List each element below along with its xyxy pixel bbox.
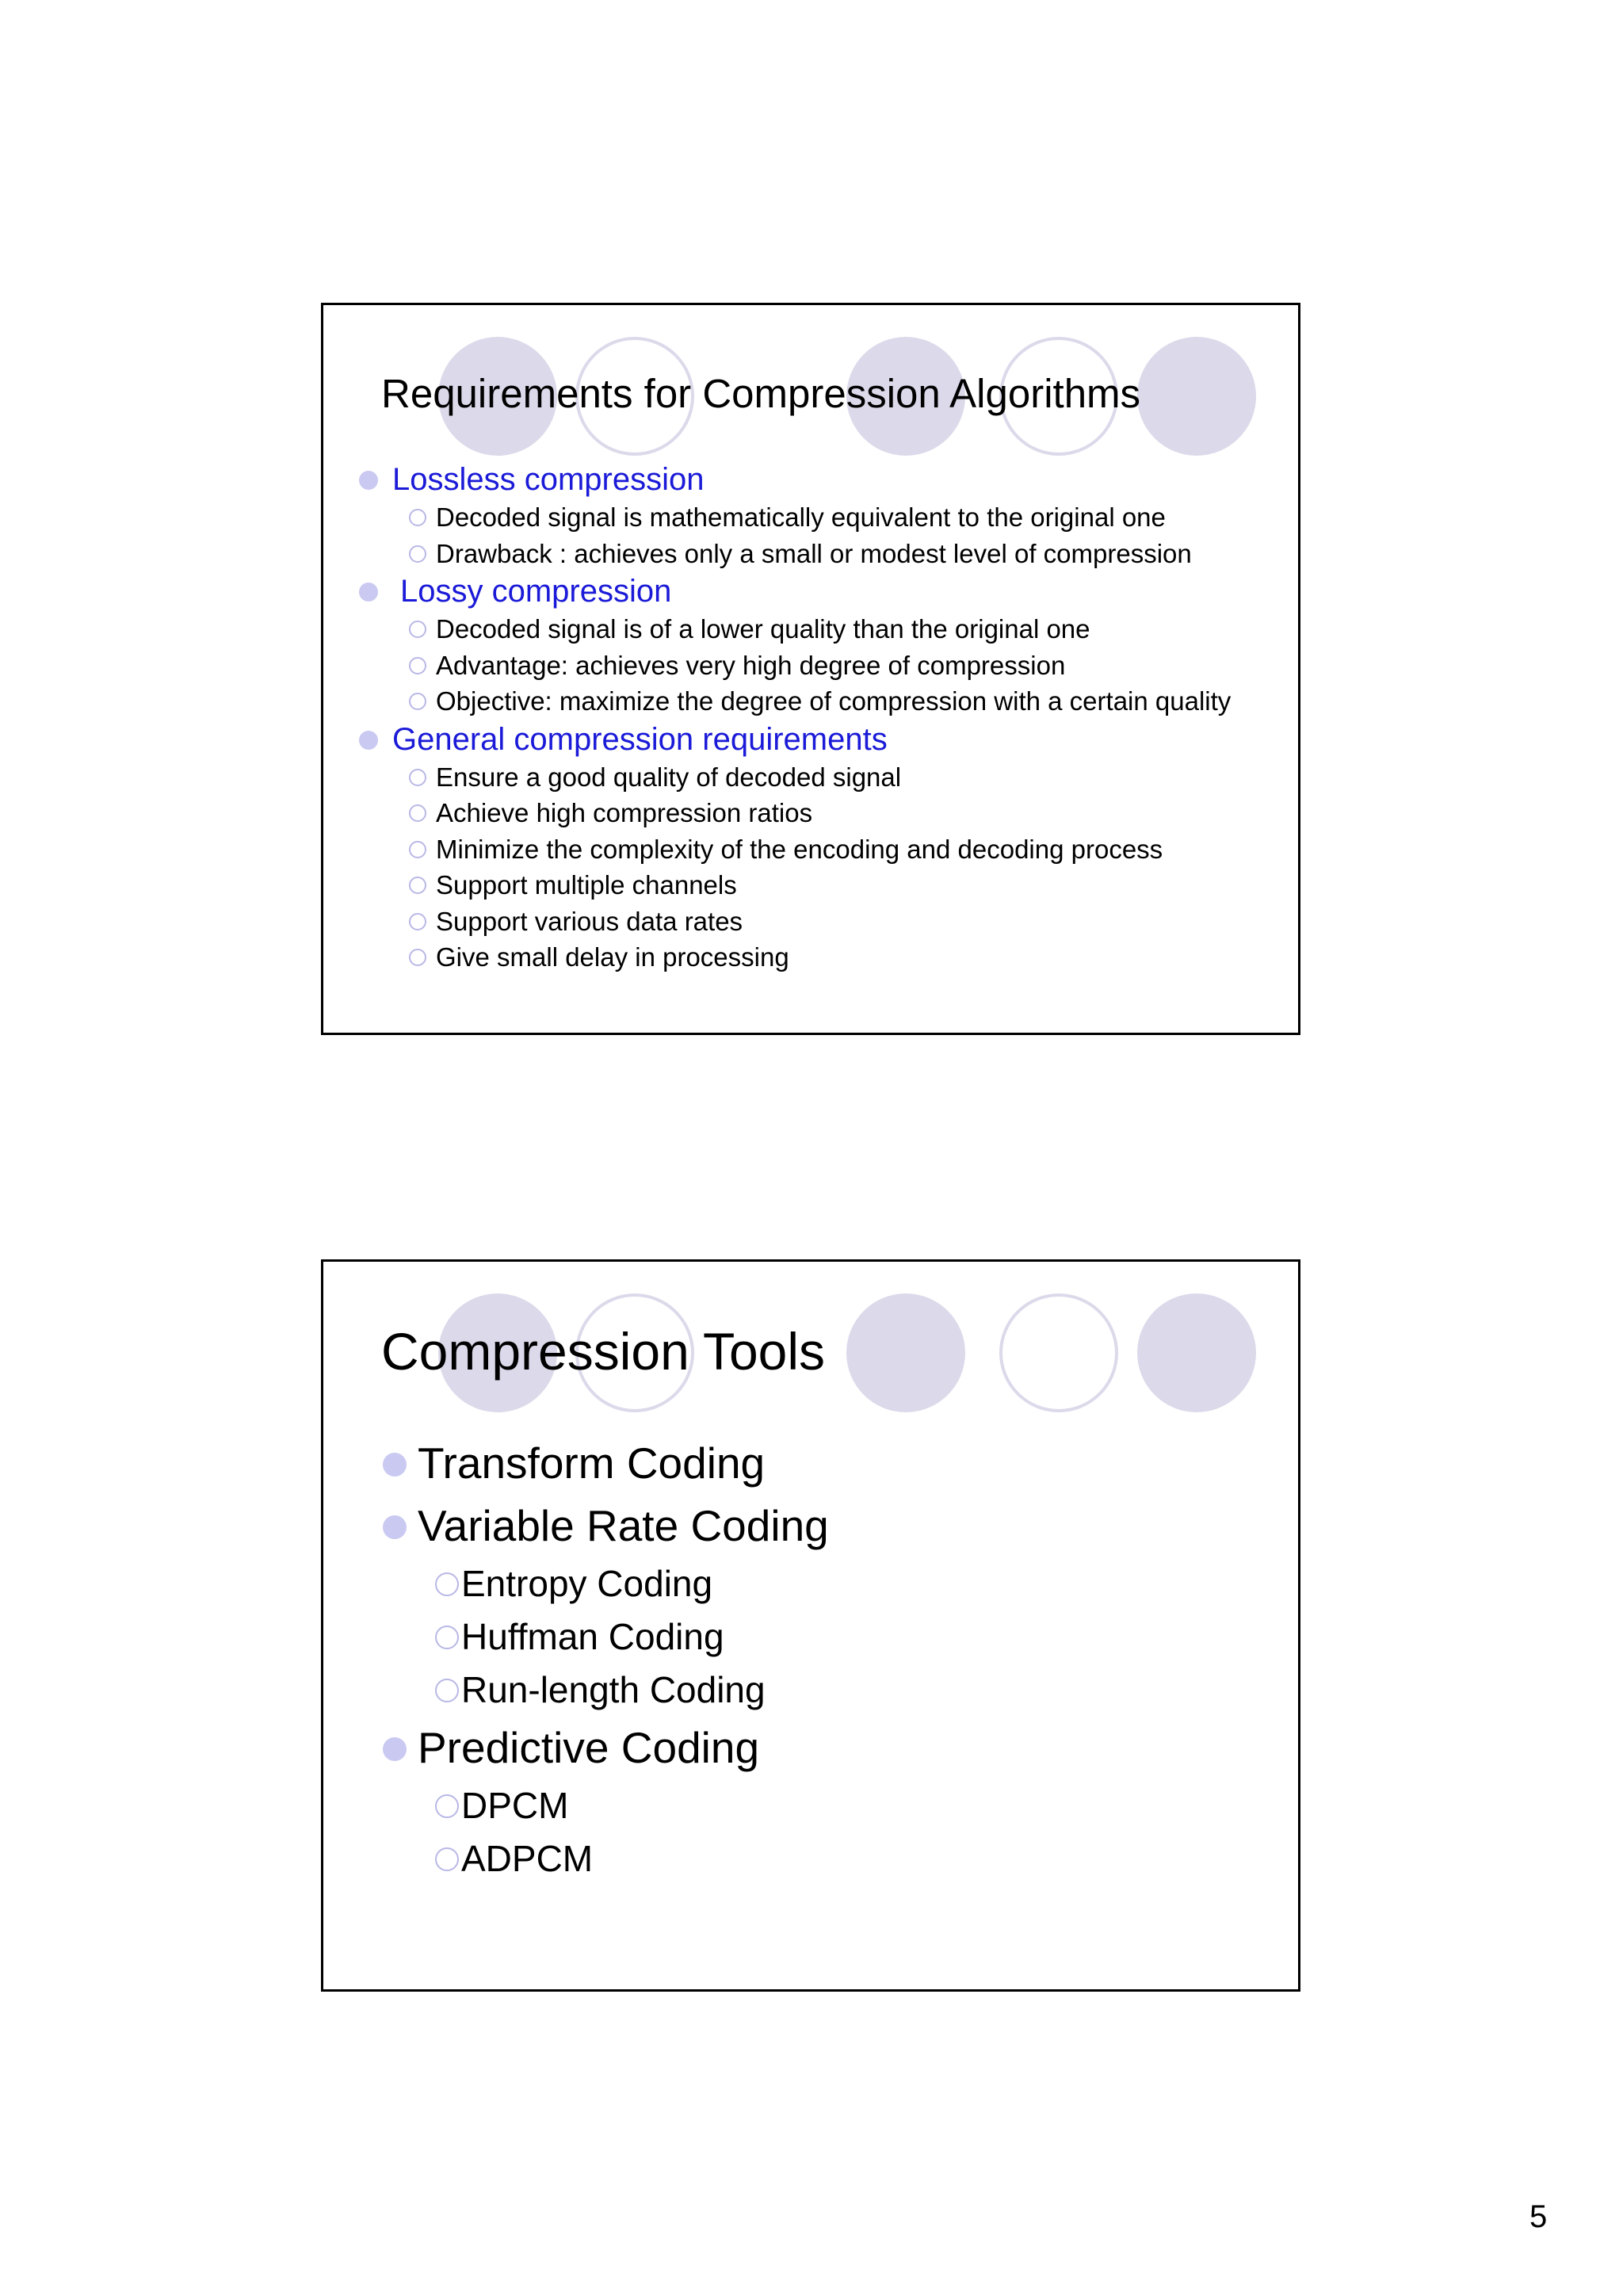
requirements-list <box>359 460 1231 976</box>
list-subitem-label: Run-length Coding <box>461 1669 766 1710</box>
page-number: 5 <box>1529 2199 1548 2234</box>
list-item <box>359 831 1231 868</box>
list-item-label: Give small delay in processing <box>436 942 789 972</box>
list-heading <box>359 571 1231 611</box>
bullet-ring-icon <box>409 657 426 674</box>
list-subitem <box>383 1557 829 1610</box>
bullet-dot-icon <box>383 1453 407 1477</box>
list-item <box>359 759 1231 796</box>
decor-circle-filled <box>1137 337 1256 456</box>
list-item-label: Drawback : achieves only a small or modest level of compression <box>436 538 1192 568</box>
list-item-label: Transform Coding <box>418 1438 766 1488</box>
slide-title: Compression Tools <box>381 1322 826 1381</box>
list-item-label: Decoded signal is mathematically equivalent to the original one <box>436 502 1166 532</box>
bullet-ring-icon <box>409 804 426 822</box>
list-item <box>383 1717 829 1779</box>
list-heading-label: Lossless compression <box>392 462 705 497</box>
list-heading <box>359 720 1231 759</box>
bullet-dot-icon <box>359 471 378 490</box>
list-item <box>359 795 1231 831</box>
decor-circle-filled <box>846 1293 965 1412</box>
bullet-dot-icon <box>383 1737 407 1761</box>
tools-list <box>383 1432 829 1885</box>
list-item <box>359 611 1231 648</box>
list-subitem <box>383 1779 829 1832</box>
list-item-label: Support multiple channels <box>436 870 737 900</box>
list-item <box>359 683 1231 720</box>
list-heading <box>359 460 1231 499</box>
list-subitem-label: DPCM <box>461 1785 569 1826</box>
list-item <box>383 1432 829 1495</box>
bullet-ring-icon <box>409 509 426 526</box>
bullet-ring-icon <box>435 1847 459 1871</box>
bullet-ring-icon <box>409 693 426 710</box>
list-heading-label: General compression requirements <box>392 721 888 757</box>
list-heading-label: Lossy compression <box>400 574 672 609</box>
list-item-label: Minimize the complexity of the encoding and decoding process <box>436 834 1163 864</box>
list-item <box>359 648 1231 684</box>
list-item <box>383 1495 829 1557</box>
slide-title: Requirements for Compression Algorithms <box>381 371 1141 416</box>
list-subitem <box>383 1610 829 1664</box>
bullet-ring-icon <box>409 769 426 786</box>
bullet-ring-icon <box>435 1572 459 1596</box>
slide-requirements <box>321 303 1300 1035</box>
list-item <box>359 904 1231 940</box>
list-subitem-label: ADPCM <box>461 1838 594 1879</box>
bullet-ring-icon <box>409 545 426 563</box>
list-subitem <box>383 1664 829 1717</box>
list-item <box>359 536 1231 572</box>
list-item-label: Support various data rates <box>436 906 743 936</box>
bullet-ring-icon <box>409 913 426 930</box>
bullet-dot-icon <box>383 1515 407 1539</box>
list-item-label: Objective: maximize the degree of compression with a certain quality <box>436 686 1232 716</box>
bullet-dot-icon <box>359 583 378 602</box>
bullet-ring-icon <box>435 1794 459 1818</box>
bullet-ring-icon <box>409 841 426 858</box>
decor-circle-filled <box>1137 1293 1256 1412</box>
list-item <box>359 499 1231 536</box>
list-item <box>359 867 1231 904</box>
list-item-label: Achieve high compression ratios <box>436 798 813 827</box>
list-item-label: Predictive Coding <box>418 1723 760 1772</box>
bullet-ring-icon <box>435 1679 459 1702</box>
list-item-label: Decoded signal is of a lower quality than the original one <box>436 614 1090 644</box>
bullet-ring-icon <box>435 1626 459 1649</box>
list-subitem-label: Huffman Coding <box>461 1616 724 1657</box>
list-item-label: Advantage: achieves very high degree of compression <box>436 650 1066 680</box>
bullet-ring-icon <box>409 877 426 894</box>
bullet-dot-icon <box>359 731 378 750</box>
bullet-ring-icon <box>409 621 426 638</box>
slide-compression-tools <box>321 1259 1300 1992</box>
list-item-label: Variable Rate Coding <box>418 1501 829 1550</box>
list-subitem-label: Entropy Coding <box>461 1563 713 1604</box>
bullet-ring-icon <box>409 949 426 966</box>
decor-circle-ring <box>999 1293 1118 1412</box>
list-item <box>359 939 1231 976</box>
list-subitem <box>383 1832 829 1885</box>
list-item-label: Ensure a good quality of decoded signal <box>436 762 902 792</box>
